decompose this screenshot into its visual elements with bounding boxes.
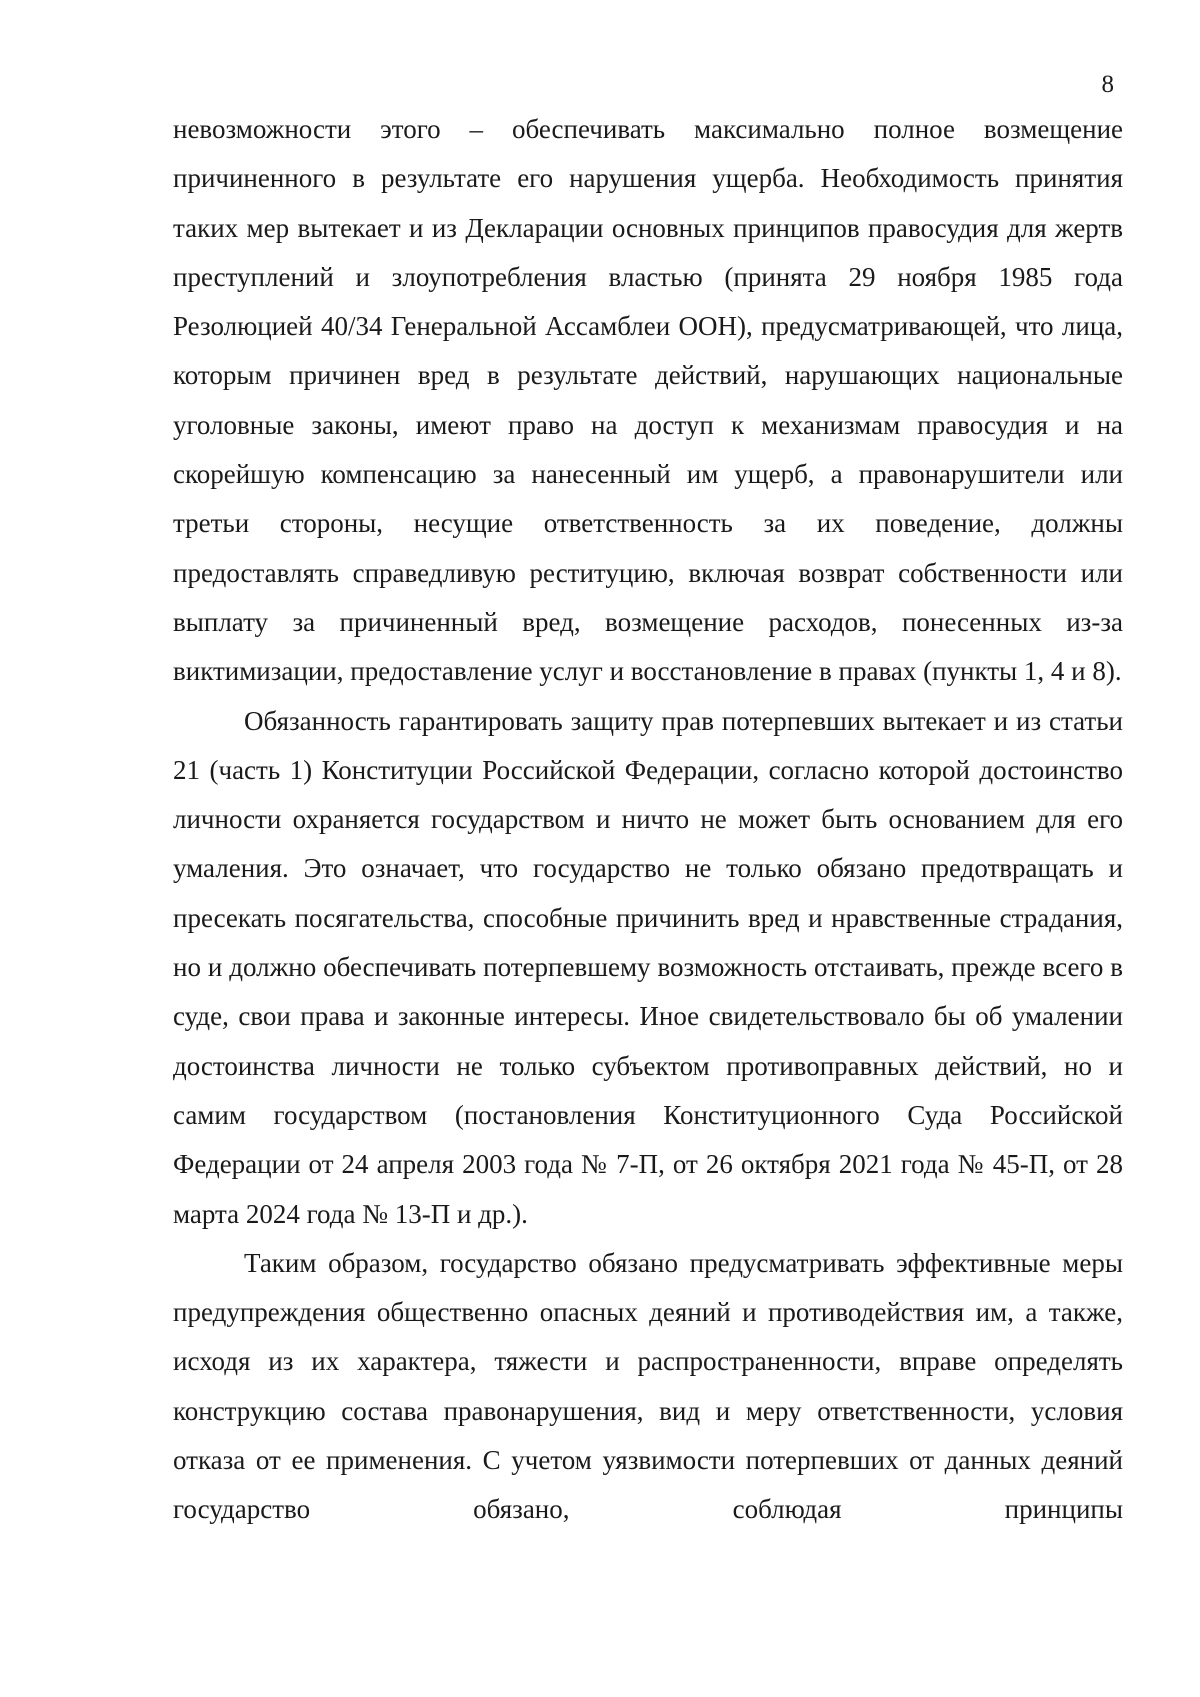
paragraph-continuation: невозможности этого – обеспечивать максимально полное возмещение причиненного в результате его нарушения ущерба. Необходимость принятия таких мер вытекает и из Декларации основных принципов правосудия для жертв преступлений и злоупотребления властью (принята 29 ноября 1985 года Резолюцией 40/34 Генеральной Ассамблеи ООН), предусматривающей, что лица, которым причинен вред в результате действий, нарушающих национальные уголовные законы, имеют право на доступ к механизмам правосудия и на скорейшую компенсацию за нанесенный им ущерб, а правонарушители или третьи стороны, несущие ответственность за их поведение, должны предоставлять справедливую реституцию, включая возврат собственности или выплату за причиненный вред, возмещение расходов, понесенных из-за виктимизации, предоставление услуг и восстановление в правах (пункты 1, 4 и 8). <box>173 114 1123 687</box>
page-number: 8 <box>1101 71 1114 98</box>
paragraph-victim-rights: Обязанность гарантировать защиту прав потерпевших вытекает и из статьи 21 (часть 1) Конституции Российской Федерации, согласно которой достоинство личности охраняется государством и ничто не может быть основанием для его умаления. Это означает, что государство не только обязано предотвращать и пресекать посягательства, способные причинить вред и нравственные страдания, но и должно обеспечивать потерпевшему возможность отстаивать, прежде всего в суде, свои права и законные интересы. Иное свидетельствовало бы об умалении достоинства личности не только субъектом противоправных действий, но и самим государством (постановления Конституционного Суда Российской Федерации от 24 апреля 2003 года № 7-П, от 26 октября 2021 года № 45-П, от 28 марта 2024 года № 13-П и др.). <box>173 705 1123 1229</box>
paragraph-state-obligations: Таким образом, государство обязано предусматривать эффективные меры предупреждения общественно опасных деяний и противодействия им, а также, исходя из их характера, тяжести и распространенности, вправе определять конструкцию состава правонарушения, вид и меру ответственности, условия отказа от ее применения. С учетом уязвимости потерпевших от данных деяний государство обязано, соблюдая принципы <box>173 1247 1123 1525</box>
document-body <box>173 105 1123 1535</box>
